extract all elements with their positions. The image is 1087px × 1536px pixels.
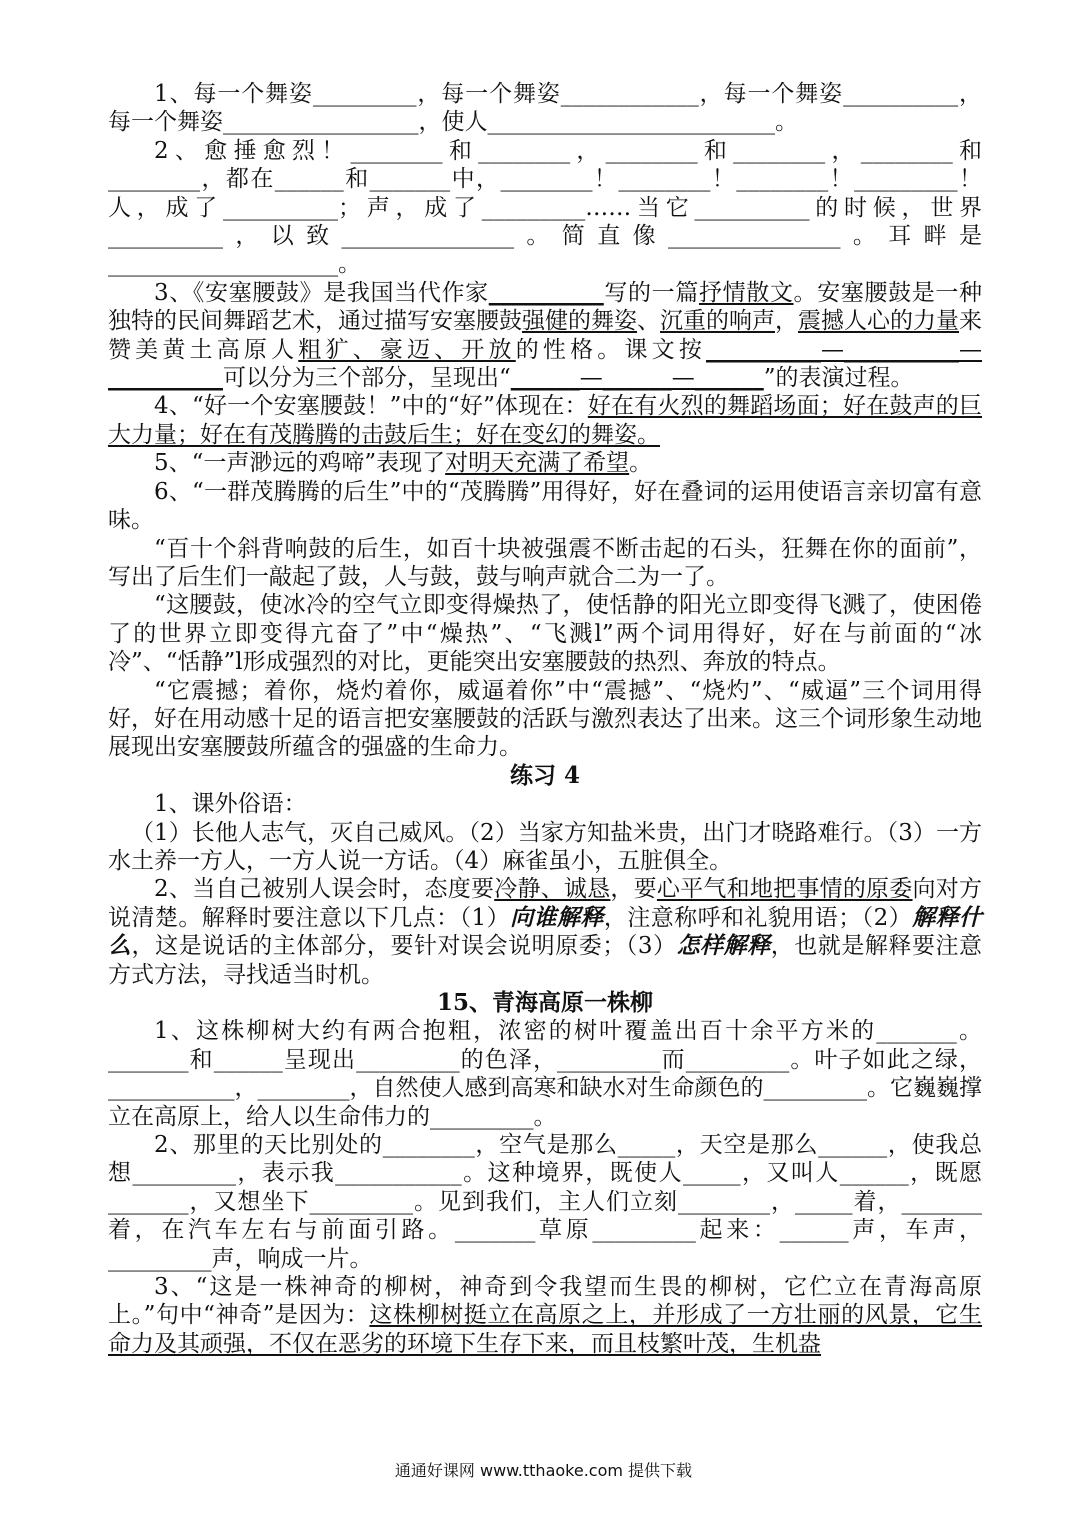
section-heading-exercise-4: 练习 4 [509,761,580,789]
page-footer: 通通好课网 www.tthaoke.com 提供下载 [394,1461,693,1480]
lesson-15-question-1: 1、这株柳树大约有两合抱粗，浓密的树叶覆盖出百十余平方米的_______。_______和______呈现出_________的色泽，_________而_________。叶子如此之绿，___________，________，自然使人感到高寒和缺水对生命颜色的_________。它巍巍撑立在高原上，给人以生命伟力的_________。 [108,1018,983,1130]
exercise-4-question-2: 2、当自己被别人误会时，态度要冷静、诚恳，要心平气和地把事情的原委向对方说清楚。解释时要注意以下几点：（1）向谁解释，注意称呼和礼貌用语；（2）解释什么，这是说话的主体部分，要针对误会说明原委；（3）怎样解释，也就是解释要注意方式方法，寻找适当时机。 [108,876,983,988]
question-6: 6、“一群茂腾腾的后生”中的“茂腾腾”用得好，好在叠词的运用使语言亲切富有意味。 [108,478,982,534]
analysis-paragraph-2: “这腰鼓，使冰冷的空气立即变得燥热了，使恬静的阳光立即变得飞溅了，使困倦了的世界立即变得亢奋了”中“燥热”、“飞溅l”两个词用得好，好在与前面的“冰冷”、“恬静”l形成强烈的对比，更能突出安塞腰鼓的热烈、奔放的特点。 [108,592,982,676]
analysis-paragraph-3: “它震撼；着你，烧灼着你，威逼着你”中“震撼”、“烧灼”、“威逼”三个词用得好，好在用动感十足的语言把安塞腰鼓的活跃与激烈表达了出来。这三个词形象生动地展现出安塞腰鼓所蕴含的强盛的生命力。 [108,677,982,761]
question-5: 5、“一声渺远的鸡啼”表现了对明天充满了希望。 [154,450,653,477]
document-body [108,80,982,1358]
exercise-4-question-1: 1、课外俗语： [154,791,307,818]
question-4: 4、“好一个安塞腰鼓！”中的“好”体现在：好在有火烈的舞蹈场面；好在鼓声的巨大力量；好在有茂腾腾的击鼓后生；好在变幻的舞姿。 [108,393,982,448]
section-heading-lesson-15: 15、青海高原一株柳 [436,989,653,1016]
question-1-fill-in: 1、每一个舞姿_________，每一个舞姿____________，每一个舞姿__________，每一个舞姿_________________，使人_________________________。 [108,81,982,136]
analysis-paragraph-1: “百十个斜背响鼓的后生，如百十块被强震不断击起的石头，狂舞在你的面前”，写出了后生们一敲起了鼓，人与鼓，鼓与响声就合二为一了。 [108,535,982,590]
lesson-15-question-3: 3、“这是一株神奇的柳树，神奇到令我望而生畏的柳树，它伫立在青海高原上。”句中“神奇”是因为：这株柳树挺立在高原之上，并形成了一方壮丽的风景，它生命力及其顽强，不仅在恶劣的环境下生存下来，而且枝繁叶茂，生机盎 [108,1274,983,1357]
question-3: 3、《安塞腰鼓》是我国当代作家__________写的一篇抒情散文。安塞腰鼓是一种独特的民间舞蹈艺术，通过描写安塞腰鼓强健的舞姿、沉重的响声，震撼人心的力量来赞美黄土高原人粗犷、豪迈、开放的性格。课文按__________—__________—__________可以分为三个部分，呈现出“______—______—______”的表演过程。 [108,279,983,392]
idioms-list: （1）长他人志气，灭自己威风。（2）当家方知盐米贵，出门才晓路难行。（3）一方水土养一方人，一方人说一方话。（4）麻雀虽小，五脏俱全。 [108,819,982,874]
lesson-15-question-2: 2、那里的天比别处的________，空气是那么_____，天空是那么______，使我总想_________，表示我___________。这种境界，既使人_____，又叫人______，既愿_______，又想坐下_________。见到我们，主人们立刻________，_____着，_______着，在汽车左右与前面引路。_______草原_________起来：______声，车声，_________声，响成一片。 [108,1132,982,1272]
question-2-fill-in: 2、愈捶愈烈！________和________，________和________，________和________，都在______和_______中，________！________！________！_________！人，成了__________；声，成了_________……当它__________的时候，世界__________，以致_______________。简直像_______________。耳畔是____________________。 [108,137,982,278]
